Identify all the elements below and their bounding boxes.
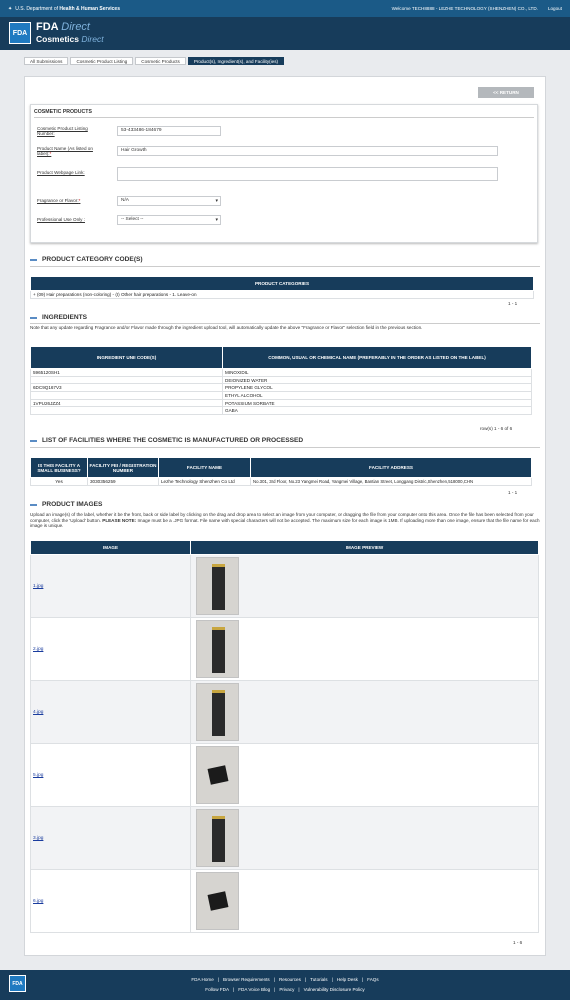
image-file-link[interactable]: 1.jpg: [33, 584, 44, 589]
footer-link[interactable]: FDA Voice Blog: [238, 987, 271, 992]
product-photo-icon: [212, 564, 225, 610]
ingredient-row: [31, 384, 532, 392]
images-table: [30, 540, 539, 933]
category-table: [30, 276, 534, 299]
facility-name-cell: Lezhe Technology Shenzhen Co Ltd: [159, 478, 251, 486]
chem-name-cell: PROPYLENE GLYCOL: [223, 384, 532, 392]
image-file-cell: [31, 618, 191, 681]
logout-link[interactable]: Logout: [547, 6, 562, 11]
fragrance-label: Fragrance or Flavor:*: [37, 198, 81, 203]
image-preview-cell: [191, 807, 539, 870]
image-preview-cell: [191, 618, 539, 681]
footer-link[interactable]: Privacy: [279, 987, 295, 992]
image-file-cell: [31, 870, 191, 933]
unii-cell: [31, 407, 223, 415]
brand-line-2: Cosmetics Direct: [36, 34, 104, 44]
ingredients-table: [30, 346, 532, 415]
image-row: [31, 807, 539, 870]
chem-name-cell: DEIONIZED WATER: [223, 376, 532, 384]
category-row[interactable]: + (09) Hair preparations (non-coloring) - (I) Other hair preparations - 1. Leave-on: [31, 291, 534, 299]
footer-link[interactable]: Browser Requirements: [223, 977, 270, 982]
image-col-header: IMAGE: [31, 541, 191, 555]
collapse-icon[interactable]: [30, 317, 37, 319]
ingredient-row: [31, 369, 532, 377]
collapse-icon[interactable]: [30, 504, 37, 506]
footer-separator: |: [331, 977, 333, 982]
footer-link[interactable]: Vulnerability Disclosure Policy: [303, 987, 365, 992]
webpage-field[interactable]: [117, 167, 498, 181]
footer-separator: |: [361, 977, 364, 982]
footer-separator: |: [217, 977, 219, 982]
chem-name-cell: POTASSIUM SORBATE: [223, 399, 532, 407]
image-preview-cell: [191, 744, 539, 807]
small-business-cell: Yes: [31, 478, 88, 486]
crumb-cosmetic-products[interactable]: Cosmetic Products: [135, 57, 186, 65]
footer-link[interactable]: Resources: [278, 977, 301, 982]
image-row: [31, 870, 539, 933]
crumb-current: Product(s), Ingredient(s), and Facility(ies): [188, 57, 284, 65]
product-name-field[interactable]: Hair Growth: [117, 146, 498, 156]
brand-line-1: FDA Direct: [36, 21, 90, 33]
facilities-pager: 1 - 1: [508, 490, 518, 495]
return-button[interactable]: << RETURN: [478, 87, 534, 98]
divider: [30, 447, 540, 448]
footer-separator: |: [273, 977, 275, 982]
fda-logo[interactable]: FDA: [9, 22, 31, 44]
image-row: [31, 744, 539, 807]
webpage-label: Product Webpage Link:: [37, 170, 85, 175]
footer: [0, 970, 570, 1000]
preview-col-header: IMAGE PREVIEW: [191, 541, 539, 555]
facilities-table: [30, 457, 532, 486]
image-file-link[interactable]: 6.jpg: [33, 899, 44, 904]
facilities-heading: LIST OF FACILITIES WHERE THE COSMETIC IS MANUFACTURED OR PROCESSED: [30, 437, 303, 444]
ingredient-row: [31, 376, 532, 384]
image-file-cell: [31, 555, 191, 618]
divider: [30, 323, 540, 324]
image-file-link[interactable]: 2.jpg: [33, 647, 44, 652]
product-photo-icon: [212, 816, 225, 862]
image-file-link[interactable]: 3.jpg: [33, 836, 44, 841]
unii-cell: 6DC9Q167V3: [31, 384, 223, 392]
footer-separator: |: [304, 977, 307, 982]
chem-name-col-header: COMMON, USUAL OR CHEMICAL NAME (PREFERABLY IN THE ORDER AS LISTED ON THE LABEL): [223, 347, 532, 369]
image-file-link[interactable]: 4.jpg: [33, 710, 44, 715]
fei-cell: 3030356259: [88, 478, 159, 486]
unii-col-header: INGREDIENT UNII CODE(S): [31, 347, 223, 369]
image-file-cell: [31, 681, 191, 744]
ingredient-row: [31, 407, 532, 415]
app-header: [0, 17, 570, 50]
unii-cell: 5965120SH1: [31, 369, 223, 377]
product-photo-icon: [212, 690, 225, 736]
hhs-eagle-icon: ✦: [8, 5, 13, 12]
image-row: [31, 555, 539, 618]
divider: [30, 266, 540, 267]
image-preview-cell: [191, 555, 539, 618]
unii-cell: [31, 392, 223, 400]
product-image-thumbnail[interactable]: [196, 557, 239, 615]
listing-number-field[interactable]: 53-433486-184679: [117, 126, 221, 136]
image-preview-cell: [191, 681, 539, 744]
cosmetic-products-form: [30, 104, 538, 243]
divider: [34, 117, 534, 118]
footer-separator: |: [298, 987, 300, 992]
professional-label: Professional Use Only :: [37, 217, 85, 222]
product-image-thumbnail[interactable]: [196, 683, 239, 741]
professional-select[interactable]: -- Select -- ▾: [117, 215, 221, 225]
chem-name-cell: GABA: [223, 407, 532, 415]
facility-address-cell: No.301, 3rd Floor, No.23 Yangmei Road, Yangmei Village, Bantian Street, Longgang Distric,Shenzhen,518000,CHN: [251, 478, 532, 486]
hhs-banner: [8, 6, 120, 12]
images-note: Upload an image(s) of the label, whether it be the front, back or side label by clicking on the drag and drop area to select an image from your computer, or dragging the file from your computer onto this area. Once the file has been selected from your computer, click the 'Upload' button. PLEASE NOTE: Image must be a .JPG format. File name with special characters will not be accepted. The maximum size for each image is 1MB. If uploading more than one image, ensure that the file name for each image is unique.: [30, 512, 540, 529]
crumb-product-listing[interactable]: Cosmetic Product Listing: [70, 57, 133, 65]
fragrance-select[interactable]: N/A ▾: [117, 196, 221, 206]
hhs-text: U.S. Department of Health & Human Services: [15, 5, 120, 12]
product-image-thumbnail[interactable]: [196, 746, 239, 804]
chem-name-cell: MINOXIDIL: [223, 369, 532, 377]
product-photo-icon: [208, 765, 229, 784]
listing-number-label: Cosmetic Product Listing Number:: [37, 126, 88, 136]
ingredients-heading: INGREDIENTS: [30, 314, 87, 321]
images-pager: 1 - 6: [513, 940, 523, 945]
footer-fda-logo[interactable]: FDA: [9, 975, 26, 992]
product-photo-icon: [212, 627, 225, 673]
product-image-thumbnail[interactable]: [196, 809, 239, 867]
ingredient-row: [31, 399, 532, 407]
unii-cell: 1VPU26JZZ4: [31, 399, 223, 407]
footer-links-row-1: [0, 977, 570, 982]
fei-col-header: FACILITY FEI / REGISTRATION NUMBER: [88, 458, 159, 478]
welcome-text: Welcome TECH8888 - LEZHE TECHNOLOGY (SHENZHEN) CO., LTD.: [391, 6, 538, 11]
footer-link[interactable]: FDA Home: [191, 977, 214, 982]
category-heading: PRODUCT CATEGORY CODE(S): [30, 256, 143, 263]
collapse-icon[interactable]: [30, 259, 37, 261]
product-name-label: Product Name (As listed on label):*: [37, 146, 93, 156]
collapse-icon[interactable]: [30, 440, 37, 442]
unii-cell: [31, 376, 223, 384]
small-business-col-header: IS THIS FACILITY A SMALL BUSINESS?: [31, 458, 88, 478]
footer-separator: |: [274, 987, 276, 992]
footer-link[interactable]: Tutorials: [310, 977, 328, 982]
footer-link[interactable]: FAQs: [367, 977, 379, 982]
product-image-thumbnail[interactable]: [196, 872, 239, 930]
images-heading: PRODUCT IMAGES: [30, 501, 102, 508]
ingredients-pager: row(s) 1 - 6 of 6: [480, 426, 513, 431]
image-row: [31, 681, 539, 744]
image-file-cell: [31, 807, 191, 870]
facility-address-col-header: FACILITY ADDRESS: [251, 458, 532, 478]
crumb-all-submissions[interactable]: All Submissions: [24, 57, 68, 65]
ingredients-note: Note that any update regarding Fragrance and/or Flavor made through the ingredient upload tool, will automatically update the above "Fragrance or Flavor" selection field in the previous section.: [30, 325, 423, 330]
category-col-header: PRODUCT CATEGORIES: [31, 277, 534, 291]
category-pager: 1 - 1: [508, 301, 518, 306]
image-file-link[interactable]: 5.jpg: [33, 773, 44, 778]
product-photo-icon: [208, 891, 229, 910]
footer-link[interactable]: Follow FDA: [205, 987, 230, 992]
breadcrumb: [24, 57, 284, 65]
footer-links-row-2: [0, 987, 570, 992]
product-image-thumbnail[interactable]: [196, 620, 239, 678]
image-preview-cell: [191, 870, 539, 933]
form-title: COSMETIC PRODUCTS: [34, 109, 92, 115]
footer-link[interactable]: Help Desk: [336, 977, 358, 982]
chem-name-cell: ETHYL ALCOHOL: [223, 392, 532, 400]
facility-name-col-header: FACILITY NAME: [159, 458, 251, 478]
ingredient-row: [31, 392, 532, 400]
image-row: [31, 618, 539, 681]
image-file-cell: [31, 744, 191, 807]
footer-separator: |: [233, 987, 235, 992]
top-bar: [0, 0, 570, 17]
